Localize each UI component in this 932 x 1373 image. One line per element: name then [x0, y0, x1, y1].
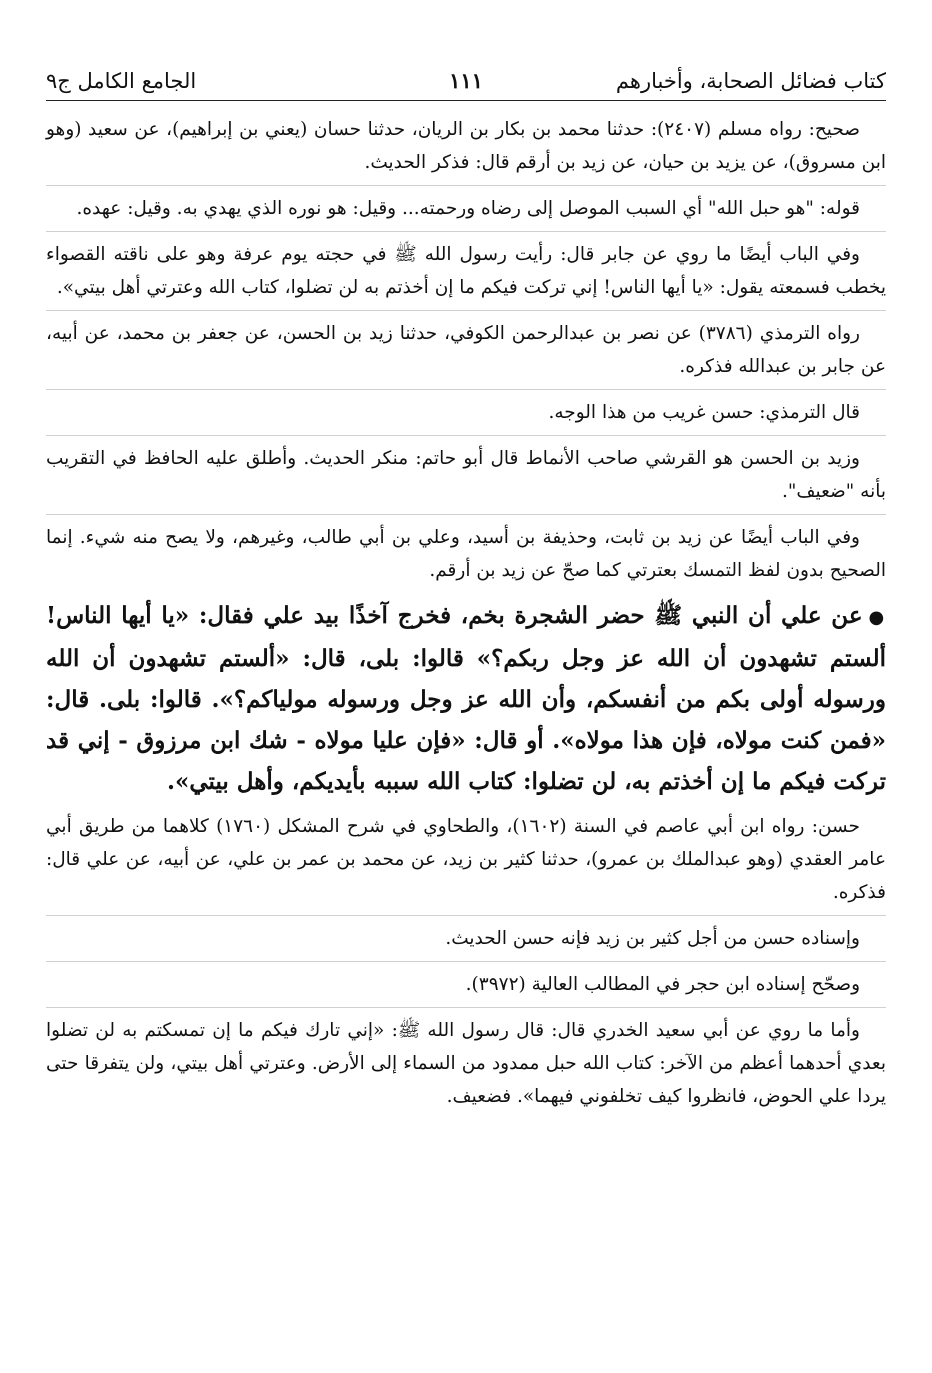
hadith-bullet-icon: ●	[868, 607, 886, 628]
paragraph-divider	[46, 435, 886, 436]
paragraph-takhrij-muslim: صحيح: رواه مسلم (٢٤٠٧): حدثنا محمد بن بكار بن الريان، حدثنا حسان (يعني بن إبراهيم)، عن سعيد (وهو ابن مسروق)، عن يزيد بن حيان، عن زيد بن أرقم قال: فذكر الحديث.	[46, 119, 886, 173]
paragraph-narrator-note: وزيد بن الحسن هو القرشي صاحب الأنماط قال أبو حاتم: منكر الحديث. وأطلق عليه الحافظ في التقريب بأنه "ضعيف".	[46, 448, 886, 502]
paragraph-divider	[46, 514, 886, 515]
paragraph-isnad-note: وإسناده حسن من أجل كثير بن زيد فإنه حسن الحديث.	[445, 928, 860, 949]
page-content	[46, 109, 886, 1117]
paragraph-tirmidhi-grading: قال الترمذي: حسن غريب من هذا الوجه.	[548, 402, 860, 423]
paragraph-divider	[46, 185, 886, 186]
paragraph-divider	[46, 961, 886, 962]
paragraph-hasan-takhrij: حسن: رواه ابن أبي عاصم في السنة (١٦٠٢)، والطحاوي في شرح المشكل (١٧٦٠) كلاهما من طريق أبي عامر العقدي (وهو عبدالملك بن عمرو)، حدثنا كثير بن زيد، عن محمد بن عمر بن علي، عن أبيه، عن علي قال: فذكره.	[46, 816, 886, 903]
paragraph-divider	[46, 310, 886, 311]
running-header	[46, 62, 886, 101]
book-page	[46, 62, 886, 1117]
paragraph-abu-said: وأما ما روي عن أبي سعيد الخدري قال: قال رسول الله ﷺ: «إني تارك فيكم ما إن تمسكتم به لن تضلوا بعدي أحدهما أعظم من الآخر: كتاب الله حبل ممدود من السماء إلى الأرض. وعترتي أهل بيتي، ولن يتفرقا حتى يردا علي الحوض، فانظروا كيف تخلفوني فيهما». فضعيف.	[46, 1020, 886, 1107]
paragraph-divider	[46, 231, 886, 232]
paragraph-explanation: قوله: "هو حبل الله" أي السبب الموصل إلى رضاه ورحمته... وقيل: هو نوره الذي يهدي به. وقيل: عهده.	[76, 198, 860, 219]
book-title: كتاب فضائل الصحابة، وأخبارهم	[615, 69, 886, 93]
hadith-body: عن علي أن النبي ﷺ حضر الشجرة بخم، فخرج آخذًا بيد علي فقال: «يا أيها الناس! ألستم تشهدون أن الله عز وجل ربكم؟» قالوا: بلى، قال: «ألستم تشهدون أن الله ورسوله أولى بكم من أنفسكم، وأن الله عز وجل ورسوله مولياكم؟». قالوا: بلى. قال: «فمن كنت مولاه، فإن هذا مولاه». أو قال: «فإن عليا مولاه - شك ابن مرزوق - إني قد تركت فيكم ما إن أخذتم به، لن تضلوا: كتاب الله سببه بأيديكم، وأهل بيتي».	[46, 602, 886, 795]
paragraph-divider	[46, 1007, 886, 1008]
page-number: ١١١	[449, 68, 483, 93]
paragraph-ibn-hajar: وصحّح إسناده ابن حجر في المطالب العالية (٣٩٧٢).	[465, 974, 860, 995]
paragraph-tirmidhi: رواه الترمذي (٣٧٨٦) عن نصر بن عبدالرحمن الكوفي، حدثنا زيد بن الحسن، عن جعفر بن محمد، عن أبيه، عن جابر بن عبدالله فذكره.	[46, 323, 886, 377]
series-title: الجامع الكامل ج٩	[46, 69, 197, 93]
paragraph-other-narrations: وفي الباب أيضًا عن زيد بن ثابت، وحذيفة بن أسيد، وعلي بن أبي طالب، وغيرهم، ولا يصح منه شيء. إنما الصحيح بدون لفظ التمسك بعترتي كما صحّ عن زيد بن أرقم.	[46, 527, 886, 581]
paragraph-jabir-narration: وفي الباب أيضًا ما روي عن جابر قال: رأيت رسول الله ﷺ في حجته يوم عرفة وهو على ناقته القصواء يخطب فسمعته يقول: «يا أيها الناس! إني تركت فيكم ما إن أخذتم به لن تضلوا، كتاب الله وعترتي أهل بيتي».	[46, 244, 886, 298]
paragraph-divider	[46, 389, 886, 390]
hadith-text	[46, 591, 886, 806]
paragraph-divider	[46, 915, 886, 916]
